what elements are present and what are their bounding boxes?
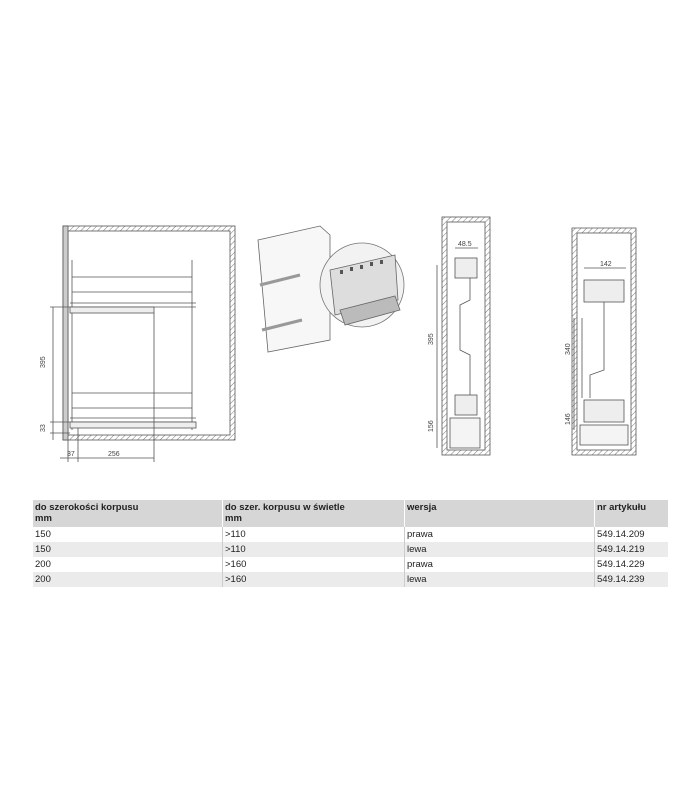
section-dim-height: 340: [565, 343, 572, 355]
table-row: [33, 572, 668, 587]
cell: 150: [33, 542, 223, 557]
section-dim-width: 142: [600, 261, 612, 268]
cell: 549.14.209: [597, 529, 645, 540]
front-view-drawing: [50, 226, 235, 462]
front-dim-left: 37: [67, 451, 75, 458]
cell: >110: [223, 542, 405, 557]
side-dim-width: 48.5: [458, 241, 472, 248]
table-row: [33, 557, 668, 572]
cell: lewa: [405, 572, 595, 587]
table-row: [33, 527, 668, 542]
col-header-article-no: nr artykułu: [595, 500, 669, 527]
front-dim-height: 395: [40, 356, 47, 368]
cell: >160: [223, 572, 405, 587]
table-header-row: [33, 500, 668, 527]
cell: lewa: [405, 542, 595, 557]
cell: >160: [223, 557, 405, 572]
header-text: do szerokości korpusu: [35, 502, 139, 513]
cell: 150: [33, 527, 223, 542]
col-header-inner-width: [223, 500, 405, 527]
cell: 200: [33, 572, 223, 587]
side-view-drawing: [437, 217, 490, 455]
front-dim-bottom: 33: [40, 424, 47, 432]
cell: prawa: [405, 557, 595, 572]
article-table: [33, 500, 668, 587]
header-unit: mm: [35, 513, 52, 524]
cell: >110: [223, 527, 405, 542]
section-dim-bottom: 146: [565, 413, 572, 425]
header-unit: mm: [225, 513, 242, 524]
side-dim-height: 395: [428, 333, 435, 345]
cell: 549.14.239: [595, 572, 669, 587]
front-dim-width: 256: [108, 451, 120, 458]
col-header-body-width: [33, 500, 223, 527]
cell: 549.14.219: [595, 542, 669, 557]
table-row: [33, 542, 668, 557]
cell: 200: [33, 557, 223, 572]
cell: prawa: [405, 527, 595, 542]
col-header-version: wersja: [405, 500, 595, 527]
cell: 549.14.229: [597, 559, 645, 570]
header-text: do szer. korpusu w świetle: [225, 502, 345, 513]
side-dim-bottom: 156: [428, 420, 435, 432]
mounting-detail-drawing: [258, 226, 404, 352]
